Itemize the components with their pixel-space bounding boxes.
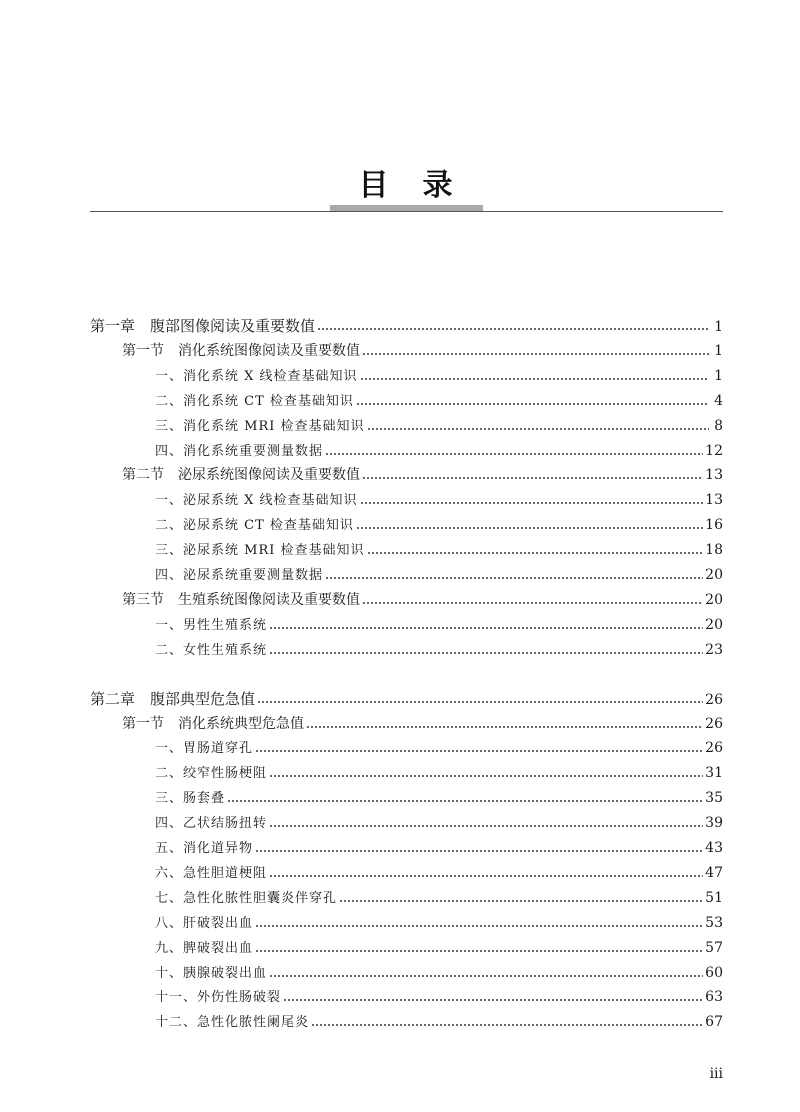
page-number: 20 bbox=[705, 567, 723, 583]
page-number: 26 bbox=[705, 715, 723, 732]
page-number: 26 bbox=[705, 691, 723, 708]
toc-item[interactable] bbox=[155, 391, 723, 411]
dot-leader bbox=[356, 403, 709, 405]
dot-leader bbox=[367, 552, 704, 554]
toc-item[interactable] bbox=[155, 813, 723, 833]
toc-section[interactable] bbox=[122, 341, 723, 361]
item-title: 四、乙状结肠扭转 bbox=[155, 816, 268, 832]
page-number: 39 bbox=[705, 815, 723, 832]
page-number: 35 bbox=[705, 790, 723, 807]
toc-item[interactable] bbox=[155, 913, 723, 933]
dot-leader bbox=[367, 428, 710, 430]
page-number: 1 bbox=[714, 342, 723, 359]
dot-leader bbox=[255, 950, 703, 952]
toc-item[interactable] bbox=[155, 540, 723, 560]
toc-item[interactable] bbox=[155, 987, 723, 1007]
page-number: 23 bbox=[705, 641, 723, 658]
page-number: 53 bbox=[705, 914, 723, 931]
page-number: 8 bbox=[714, 417, 723, 434]
dot-leader bbox=[227, 800, 703, 802]
toc-item[interactable] bbox=[155, 763, 723, 783]
page-number: 26 bbox=[705, 740, 723, 757]
item-title: 二、泌尿系统 CT 检查基础知识 bbox=[155, 518, 354, 534]
item-title: 四、消化系统重要测量数据 bbox=[155, 443, 324, 459]
dot-leader bbox=[269, 775, 703, 777]
page-folio: iii bbox=[709, 1066, 723, 1082]
page-number: 60 bbox=[705, 964, 723, 981]
page-number: 63 bbox=[705, 989, 723, 1006]
item-title: 四、泌尿系统重要测量数据 bbox=[155, 568, 324, 583]
item-title: 七、急性化脓性胆囊炎伴穿孔 bbox=[155, 890, 338, 906]
dot-leader bbox=[325, 453, 703, 455]
toc-section[interactable] bbox=[122, 465, 723, 485]
item-title: 十二、急性化脓性阑尾炎 bbox=[155, 1015, 310, 1031]
dot-leader bbox=[339, 900, 703, 902]
dot-leader bbox=[269, 627, 703, 629]
item-title: 六、急性胆道梗阻 bbox=[155, 865, 268, 881]
toc-item[interactable] bbox=[155, 863, 723, 883]
item-title: 一、泌尿系统 X 线检查基础知识 bbox=[155, 493, 358, 509]
toc-item[interactable] bbox=[155, 1012, 723, 1032]
item-title: 二、女性生殖系统 bbox=[155, 642, 268, 658]
toc-item[interactable] bbox=[155, 441, 723, 461]
toc-item[interactable] bbox=[155, 366, 723, 386]
dot-leader bbox=[362, 602, 703, 604]
section-title: 第三节 生殖系统图像阅读及重要数值 bbox=[122, 591, 360, 608]
chapter-title: 第一章 腹部图像阅读及重要数值 bbox=[90, 317, 316, 335]
page-number: 18 bbox=[705, 542, 723, 559]
dot-leader bbox=[362, 477, 703, 479]
item-title: 三、消化系统 MRI 检查基础知识 bbox=[155, 418, 365, 434]
page-number: 20 bbox=[705, 591, 723, 608]
item-title: 五、消化道异物 bbox=[155, 841, 254, 856]
section-title: 第二节 泌尿系统图像阅读及重要数值 bbox=[122, 467, 360, 484]
title-accent-bar bbox=[330, 205, 483, 211]
dot-leader bbox=[257, 701, 703, 703]
dot-leader bbox=[356, 527, 703, 529]
toc-item[interactable] bbox=[155, 565, 723, 585]
page-number: 20 bbox=[705, 616, 723, 633]
toc-item[interactable] bbox=[155, 490, 723, 510]
dot-leader bbox=[269, 975, 703, 977]
dot-leader bbox=[311, 1024, 703, 1026]
toc-item[interactable] bbox=[155, 938, 723, 958]
item-title: 二、绞窄性肠梗阻 bbox=[155, 766, 268, 782]
toc-item[interactable] bbox=[155, 738, 723, 758]
page-number: 1 bbox=[714, 367, 723, 384]
item-title: 三、肠套叠 bbox=[155, 791, 226, 807]
dot-leader bbox=[255, 750, 703, 752]
toc-section[interactable] bbox=[122, 590, 723, 610]
toc-item[interactable] bbox=[155, 615, 723, 635]
page-number: 67 bbox=[705, 1014, 723, 1031]
dot-leader bbox=[325, 577, 703, 579]
toc-item[interactable] bbox=[155, 515, 723, 535]
item-title: 八、肝破裂出血 bbox=[155, 915, 254, 931]
dot-leader bbox=[317, 328, 709, 330]
dot-leader bbox=[255, 850, 703, 852]
page-number: 43 bbox=[705, 840, 723, 856]
toc-chapter[interactable] bbox=[90, 689, 723, 709]
item-title: 二、消化系统 CT 检查基础知识 bbox=[155, 393, 354, 409]
dot-leader bbox=[283, 999, 703, 1001]
toc-item[interactable] bbox=[155, 640, 723, 660]
page-number: 13 bbox=[705, 492, 723, 509]
toc-item[interactable] bbox=[155, 788, 723, 808]
chapter-title: 第二章 腹部典型危急值 bbox=[90, 689, 256, 708]
toc-section[interactable] bbox=[122, 714, 723, 734]
section-title: 第一节 消化系统图像阅读及重要数值 bbox=[122, 342, 360, 359]
toc-item[interactable] bbox=[155, 416, 723, 436]
page-number: 57 bbox=[705, 939, 723, 956]
page-title: 目 录 bbox=[358, 168, 455, 203]
dot-leader bbox=[269, 825, 703, 827]
page-number: 4 bbox=[714, 392, 723, 409]
page-number: 51 bbox=[705, 889, 723, 906]
title-underline bbox=[90, 211, 723, 212]
toc-item[interactable] bbox=[155, 963, 723, 983]
page-number: 47 bbox=[705, 864, 723, 881]
dot-leader bbox=[269, 652, 703, 654]
dot-leader bbox=[269, 875, 703, 877]
page-number: 13 bbox=[705, 467, 723, 484]
page-number: 16 bbox=[705, 517, 723, 534]
item-title: 一、胃肠道穿孔 bbox=[155, 741, 254, 757]
section-title: 第一节 消化系统典型危急值 bbox=[122, 715, 304, 732]
item-title: 十一、外伤性肠破裂 bbox=[155, 990, 282, 1006]
dot-leader bbox=[306, 726, 703, 728]
dot-leader bbox=[360, 502, 704, 504]
item-title: 十、胰腺破裂出血 bbox=[155, 965, 268, 981]
page-number: 12 bbox=[705, 442, 723, 459]
item-title: 三、泌尿系统 MRI 检查基础知识 bbox=[155, 543, 365, 559]
toc-chapter[interactable] bbox=[90, 316, 723, 336]
dot-leader bbox=[362, 353, 709, 355]
toc-item[interactable] bbox=[155, 888, 723, 908]
item-title: 一、消化系统 X 线检查基础知识 bbox=[155, 368, 358, 384]
toc-item[interactable] bbox=[155, 838, 723, 858]
dot-leader bbox=[255, 925, 703, 927]
item-title: 一、男性生殖系统 bbox=[155, 617, 268, 633]
item-title: 九、脾破裂出血 bbox=[155, 940, 254, 956]
page-number: 1 bbox=[714, 319, 723, 335]
dot-leader bbox=[360, 378, 709, 380]
page-number: 31 bbox=[705, 765, 723, 782]
